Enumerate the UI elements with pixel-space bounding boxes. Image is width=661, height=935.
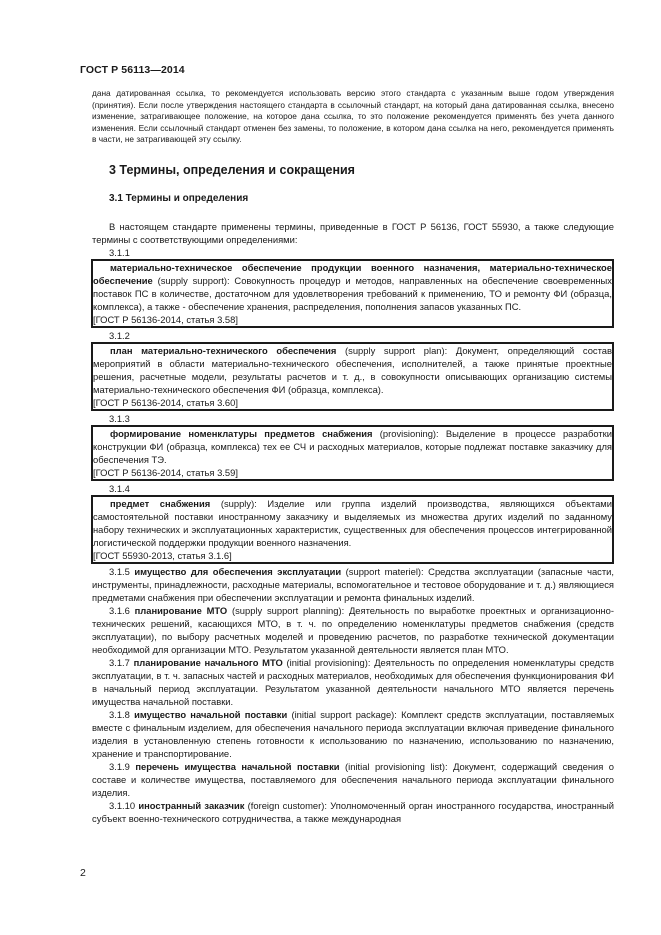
term-number: 3.1.2 bbox=[109, 329, 130, 341]
term-name: формирование номенклатуры предметов снабжения bbox=[110, 427, 373, 439]
term-source: [ГОСТ 55930-2013, статья 3.1.6] bbox=[93, 549, 232, 561]
term-name: предмет снабжения bbox=[110, 497, 211, 509]
term-entry-3-1-4 bbox=[92, 482, 614, 564]
standard-header: ГОСТ Р 56113—2014 bbox=[80, 64, 185, 76]
subsection-title: 3.1 Термины и определения bbox=[109, 192, 249, 204]
term-definition: (supply support): Совокупность процедур и методов, направленных на обеспечение своевременных поставок ПС в количестве, достаточном для удовлетворения требований к применению, ТО и ремонту ФИ (образца, комплекса), а также - обеспечение хранения, распределения, пополнения запасов указанных ПС. bbox=[93, 274, 612, 312]
page-content bbox=[92, 88, 614, 825]
term-box bbox=[91, 495, 614, 564]
term-name: имущество для обеспечения эксплуатации bbox=[134, 565, 342, 577]
term-paragraph bbox=[93, 427, 612, 466]
term-entry-3-1-10 bbox=[92, 799, 614, 825]
section-title: 3 Термины, определения и сокращения bbox=[109, 162, 355, 177]
term-source: [ГОСТ Р 56136-2014, статья 3.59] bbox=[93, 466, 238, 478]
term-definition: (support materiel): Средства эксплуатации (запасные части, инструменты, принадлежности, расходные материалы, вспомогательное и тестовое оборудование и т. д.) являющиеся предметами снабжения при обеспечении эксплуатации и ремонта финальных изделий. bbox=[92, 565, 614, 603]
term-definition: (supply support plan): Документ, определяющий состав мероприятий в области материально-технического обеспечения, исполнителей, а также принятые проектные решения, расчетные модели, результаты расчетов и т. д., в совокупности описывающих организацию системы материально-технического обеспечения ФИ (образца, комплекса). bbox=[93, 344, 612, 395]
term-source: [ГОСТ Р 56136-2014, статья 3.60] bbox=[93, 396, 238, 408]
term-box bbox=[91, 342, 614, 411]
term-definition: (supply): Изделие или группа изделий производства, являющихся объектами самостоятельной поставки иностранному заказчику и выделяемых из множества других изделий по заданному набору технических и эксплуатационных характеристик, существенных для обеспечения процессов интегрированной логистической поддержки продукции военного назначения. bbox=[93, 497, 612, 548]
term-definition: (initial provisioning): Деятельность по определения номенклатуры средств эксплуатации, в т. ч. запасных частей и расходных материалов, необходимых для обеспечения функционирования ФИ в начальный период эксплуатации. Результатом указанной деятельности начального МТО является перечень имущества начальной поставки. bbox=[92, 656, 614, 707]
term-entry-3-1-5 bbox=[92, 565, 614, 604]
page-number: 2 bbox=[80, 867, 86, 879]
term-paragraph bbox=[93, 344, 612, 396]
term-paragraph bbox=[93, 261, 612, 313]
term-number: 3.1.5 bbox=[109, 565, 130, 577]
term-number: 3.1.10 bbox=[109, 799, 136, 811]
term-definition: (initial provisioning list): Документ, содержащий сведения о составе и количестве имущества, поставляемого для обеспечения начального периода эксплуатации финального изделия. bbox=[92, 760, 614, 798]
term-box bbox=[91, 259, 614, 328]
term-number: 3.1.3 bbox=[109, 412, 130, 424]
term-name: материально-техническое обеспечение продукции военного назначения, материально-техническое обеспечение bbox=[93, 261, 612, 286]
term-number: 3.1.8 bbox=[109, 708, 130, 720]
term-source: [ГОСТ Р 56136-2014, статья 3.58] bbox=[93, 313, 238, 325]
term-definition: (initial support package): Комплект средств эксплуатации, поставляемых вместе с финальным изделием, для обеспечения начального периода эксплуатации включая приведение финального изделия в установленную степень готовности к использованию по назначению, использованию по назначению, хранение и транспортирование. bbox=[92, 708, 615, 759]
term-name: план материально-технического обеспечения bbox=[110, 344, 337, 356]
term-name: планирование начального МТО bbox=[133, 656, 283, 668]
term-number: 3.1.7 bbox=[109, 656, 130, 668]
term-number: 3.1.1 bbox=[109, 246, 130, 258]
term-entry-3-1-7 bbox=[92, 656, 614, 708]
term-entry-3-1-1 bbox=[92, 246, 614, 328]
term-entry-3-1-2 bbox=[92, 329, 614, 411]
term-number: 3.1.9 bbox=[109, 760, 130, 772]
term-name: планирование МТО bbox=[134, 604, 228, 616]
term-definition: (supply support planning): Деятельность по выработке проектных и организационно-технических решений, касающихся МТО, в т. ч. по определению номенклатуры предметов снабжения (средств эксплуатации), по выбору расчетных моделей и проведению расчетов, по разработке технической документации необходимой для организации МТО. Результатом указанной деятельности является план МТО. bbox=[92, 604, 615, 655]
term-entry-3-1-3 bbox=[92, 412, 614, 481]
term-definition: (provisioning): Выделение в процессе разработки конструкции ФИ (образца, комплекса) тех ее СЧ и расходных материалов, которые подлежат поставке заказчику для обеспечения ТЭ. bbox=[93, 427, 613, 465]
term-paragraph bbox=[93, 497, 612, 549]
term-box bbox=[91, 425, 614, 481]
reference-note: дана датированная ссылка, то рекомендуется использовать версию этого стандарта с указанным выше годом утверждения (принятия). Если после утверждения настоящего стандарта в ссылочный стандарт, на который дана датированная ссылка, внесено изменение, затрагивающее положение, на которое дана ссылка, то это положение рекомендуется применять без учета данного изменения. Если ссылочный стандарт отменен без замены, то положение, в котором дана ссылка на него, рекомендуется применять в части, не затрагивающей эту ссылку. bbox=[92, 88, 614, 144]
term-entry-3-1-8 bbox=[92, 708, 614, 760]
term-name: имущество начальной поставки bbox=[134, 708, 288, 720]
intro-paragraph: В настоящем стандарте применены термины, приведенные в ГОСТ Р 56136, ГОСТ 55930, а также следующие термины с соответствующими определениями: bbox=[92, 220, 614, 245]
term-entry-3-1-9 bbox=[92, 760, 614, 799]
term-name: перечень имущества начальной поставки bbox=[135, 760, 340, 772]
term-definition: (foreign customer): Уполномоченный орган иностранного государства, иностранный субъект военно-технического сотрудничества, а также международная bbox=[92, 799, 615, 824]
term-entry-3-1-6 bbox=[92, 604, 614, 656]
term-number: 3.1.4 bbox=[109, 482, 130, 494]
term-number: 3.1.6 bbox=[109, 604, 130, 616]
term-name: иностранный заказчик bbox=[138, 799, 245, 811]
